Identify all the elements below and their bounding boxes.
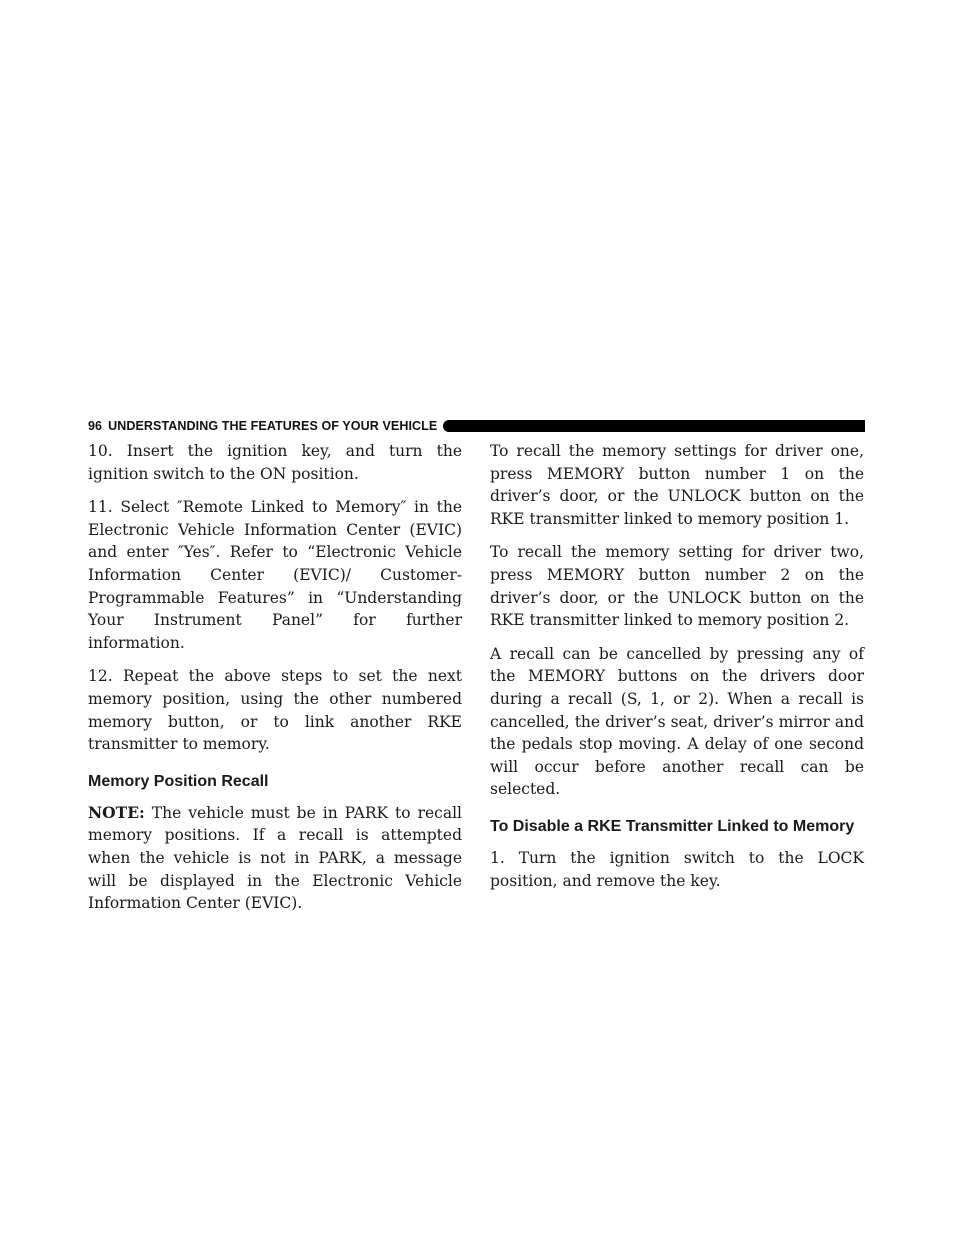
section-title: UNDERSTANDING THE FEATURES OF YOUR VEHICLE <box>108 419 438 433</box>
right-column <box>490 440 864 903</box>
page-number: 96 <box>88 419 103 433</box>
header-bar <box>443 420 865 432</box>
note-label: NOTE: <box>88 802 145 822</box>
note-paragraph <box>88 802 462 915</box>
cancel-recall-paragraph: A recall can be cancelled by pressing any of the MEMORY buttons on the drivers door during a recall (S, 1, or 2). When a recall is cancelled, the driver’s seat, driver’s mirror and the pedals stop moving. A delay of one second will occur before another recall can be selected. <box>490 644 864 799</box>
step-11-paragraph: 11. Select ″Remote Linked to Memory″ in the Electronic Vehicle Information Center (EVIC) and enter ″Yes″. Refer to “Electronic Vehicle Information Center (EVIC)/ Customer-Programmable Features” in “Understanding Your Instrument Panel” for further information. <box>88 498 462 652</box>
recall-driver-one-paragraph: To recall the memory settings for driver one, press MEMORY button number 1 on the driver’s door, or the UNLOCK button on the RKE transmitter linked to memory position 1. <box>490 442 864 528</box>
page-header <box>88 418 865 434</box>
disable-step-1-paragraph: 1. Turn the ignition switch to the LOCK position, and remove the key. <box>490 848 864 890</box>
memory-position-recall-heading: Memory Position Recall <box>88 772 269 790</box>
step-10-paragraph: 10. Insert the ignition key, and turn the ignition switch to the ON position. <box>88 442 462 483</box>
recall-driver-two-paragraph: To recall the memory setting for driver two, press MEMORY button number 2 on the driver’s door, or the UNLOCK button on the RKE transmitter linked to memory position 2. <box>490 543 864 630</box>
left-column <box>88 440 462 926</box>
step-12-paragraph: 12. Repeat the above steps to set the next memory position, using the other numbered memory button, or to link another RKE transmitter to memory. <box>88 667 462 754</box>
disable-rke-heading: To Disable a RKE Transmitter Linked to Memory <box>490 817 855 835</box>
note-text: The vehicle must be in PARK to recall memory positions. If a recall is attempted when the vehicle is not in PARK, a message will be displayed in the Electronic Vehicle Information Center (EVIC). <box>88 803 462 913</box>
